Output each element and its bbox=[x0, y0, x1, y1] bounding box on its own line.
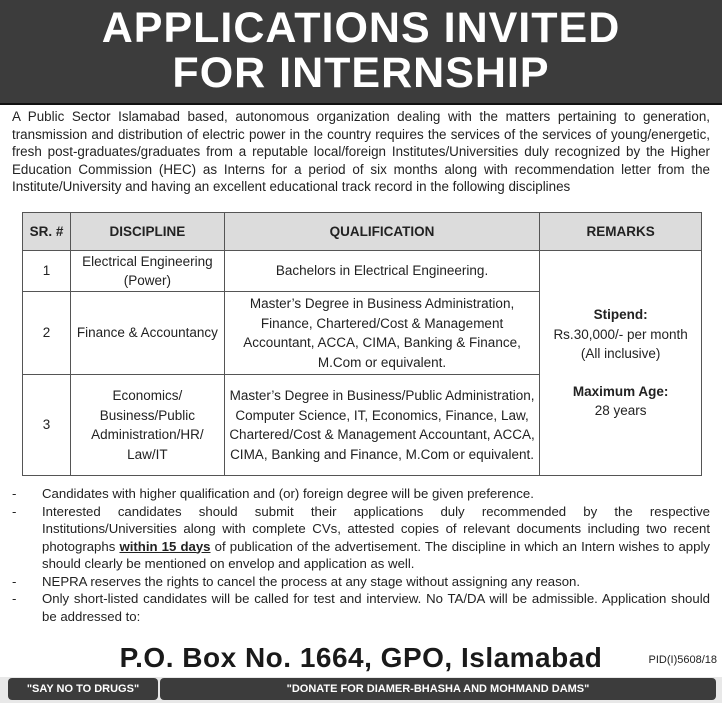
bullet-dash: - bbox=[12, 486, 17, 501]
headline-line-2: FOR INTERNSHIP bbox=[172, 49, 550, 97]
footer-slogan-drugs: "SAY NO TO DRUGS" bbox=[8, 678, 158, 700]
cell-qualification: Bachelors in Electrical Engineering. bbox=[224, 251, 539, 292]
ad-header bbox=[0, 0, 722, 105]
mailing-address bbox=[0, 640, 722, 676]
cell-sr: 2 bbox=[23, 292, 71, 375]
table-row bbox=[23, 251, 702, 292]
pid-number: PID(I)5608/18 bbox=[648, 654, 717, 666]
note-text: Only short-listed candidates will be called for test and interview. No TA/DA will be admissible. Application should be addressed to: bbox=[42, 591, 710, 624]
stipend-label: Stipend: bbox=[593, 307, 648, 323]
col-header-remarks: REMARKS bbox=[540, 213, 702, 251]
address-text: P.O. Box No. 1664, GPO, Islamabad bbox=[119, 642, 603, 673]
bullet-dash: - bbox=[12, 591, 17, 606]
headline-line-1: APPLICATIONS INVITED bbox=[101, 4, 621, 52]
cell-qualification: Master’s Degree in Business/Public Administration, Computer Science, IT, Economics, Finance, Law, Chartered/Cost & Management Accountant, ACCA, CIMA, Banking and Finance, M.Com or equivalent. bbox=[224, 375, 539, 476]
cell-sr: 3 bbox=[23, 375, 71, 476]
col-header-discipline: DISCIPLINE bbox=[70, 213, 224, 251]
bullet-dash: - bbox=[12, 503, 17, 519]
col-header-sr: SR. # bbox=[23, 213, 71, 251]
note-text: NEPRA reserves the rights to cancel the process at any stage without assigning any reason. bbox=[42, 573, 581, 589]
max-age-label: Maximum Age: bbox=[572, 383, 669, 399]
table-header-row bbox=[23, 213, 702, 251]
list-item bbox=[12, 590, 710, 625]
cell-discipline: Finance & Accountancy bbox=[70, 292, 224, 375]
note-text: Interested candidates should submit their applications duly recommended by the respective Institutions/Universities along with complete CVs, attested copies of relevant documents including two recent photographs bbox=[42, 503, 710, 554]
bullet-dash: - bbox=[12, 573, 17, 589]
cell-remarks bbox=[540, 251, 702, 476]
footer-bar bbox=[0, 677, 722, 703]
disciplines-table bbox=[22, 212, 702, 476]
cell-discipline: Economics/ Business/Public Administration/HR/ Law/IT bbox=[70, 375, 224, 476]
max-age-value: 28 years bbox=[594, 403, 647, 419]
cell-qualification: Master’s Degree in Business Administration, Finance, Chartered/Cost & Management Accountant, ACCA, CIMA, Banking & Finance, M.Com or equivalent. bbox=[224, 292, 539, 375]
cell-discipline: Electrical Engineering (Power) bbox=[70, 251, 224, 292]
footer-slogan-dams: "DONATE FOR DIAMER-BHASHA AND MOHMAND DAMS" bbox=[160, 678, 716, 700]
note-text: of publication of the advertisement. The discipline in which an Intern wishes to apply should clearly be mentioned on envelop and application as well. bbox=[42, 538, 710, 571]
stipend-note: (All inclusive) bbox=[580, 346, 661, 362]
note-text: Candidates with higher qualification and (or) foreign degree will be given preference. bbox=[42, 486, 534, 501]
stipend-value: Rs.30,000/- per month bbox=[553, 326, 688, 342]
cell-sr: 1 bbox=[23, 251, 71, 292]
list-item bbox=[12, 485, 710, 503]
intro-paragraph: A Public Sector Islamabad based, autonomous organization dealing with the matters pertaining to generation, transmission and distribution of electric power in the country requires the services of the services of young/energetic, fresh post-graduates/graduates from a reputable local/foreign Institutes/Universities duly recognized by the Higher Education Commission (HEC) as Interns for a period of six months along with recommendation letter from the Institute/University and having an excellent educational track record in the following disciplines bbox=[12, 109, 710, 194]
list-item bbox=[12, 573, 710, 591]
notes-list bbox=[12, 485, 710, 625]
col-header-qualification: QUALIFICATION bbox=[224, 213, 539, 251]
list-item bbox=[12, 503, 710, 573]
deadline-emphasis: within 15 days bbox=[119, 538, 211, 554]
